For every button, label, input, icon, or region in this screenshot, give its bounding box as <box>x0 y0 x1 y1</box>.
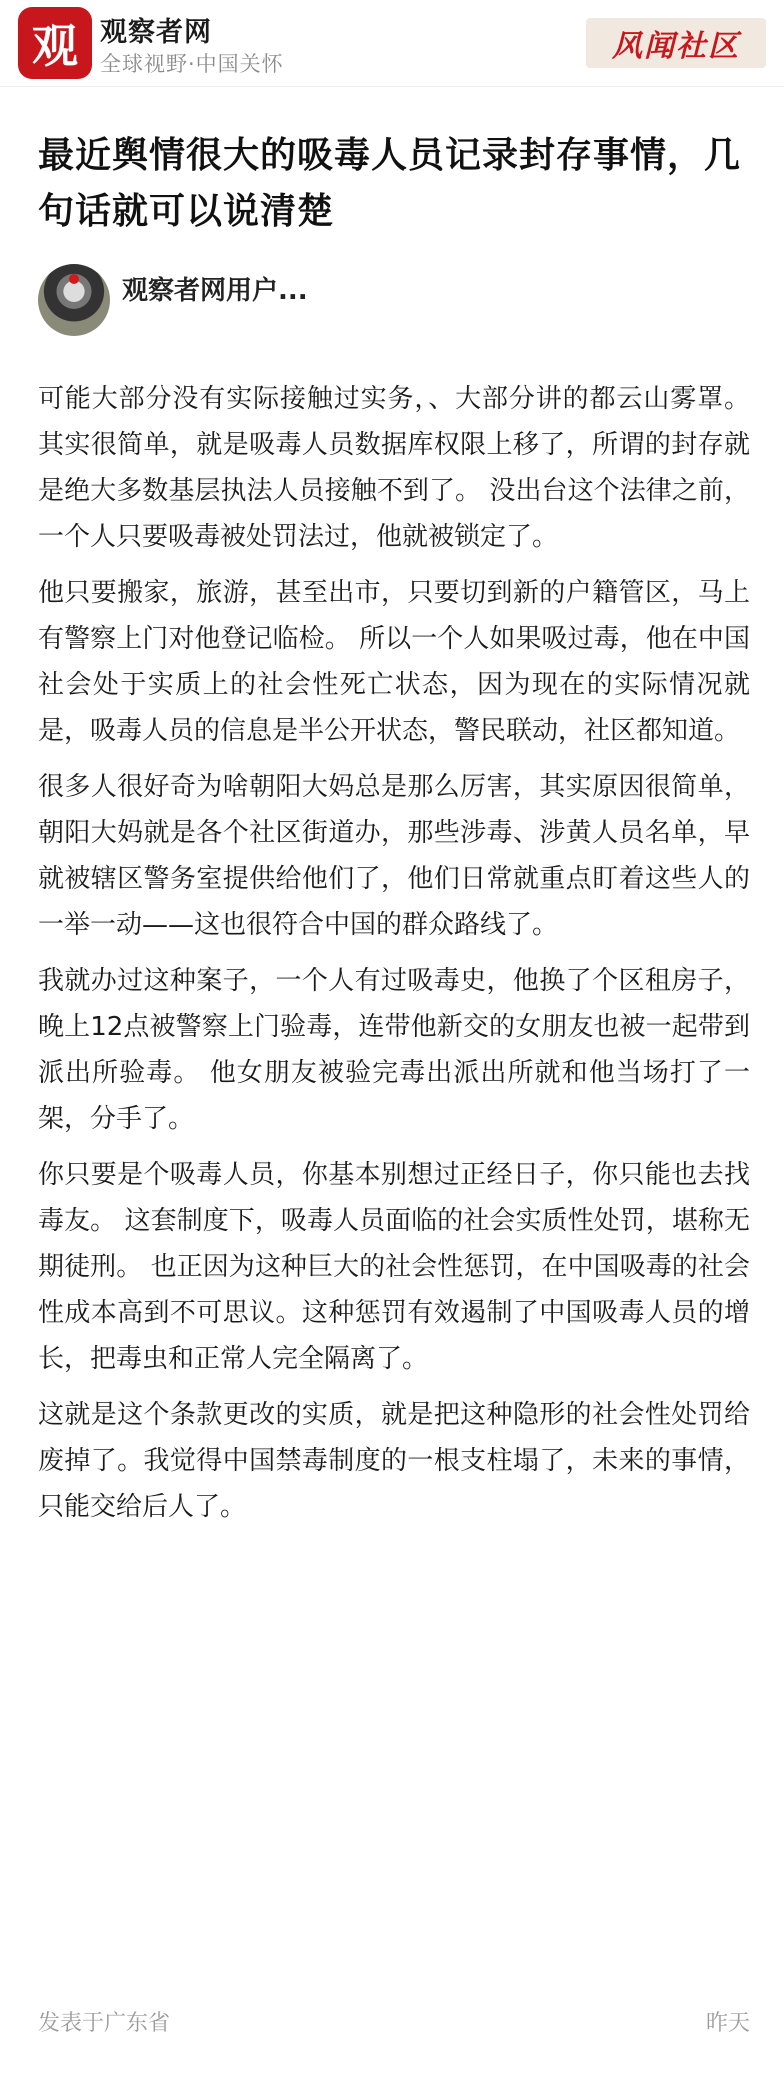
brand-name[interactable]: 观察者网 <box>100 17 212 48</box>
avatar-badge <box>69 274 79 284</box>
article-footer <box>38 2006 750 2046</box>
community-badge[interactable]: 风闻社区 <box>586 18 766 68</box>
paragraph: 我就办过这种案子，一个人有过吸毒史，他换了个区租房子，晚上12点被警察上门验毒，连带他新交的女朋友也被一起带到派出所验毒。 他女朋友被验完毒出派出所就和他当场打了一架，分手了。 <box>38 966 750 1134</box>
paragraph: 很多人很好奇为啥朝阳大妈总是那么厉害，其实原因很简单，朝阳大妈就是各个社区街道办，那些涉毒、涉黄人员名单，早就被辖区警务室提供给他们了，他们日常就重点盯着这些人的一举一动——这也很符合中国的群众路线了。 <box>38 772 750 940</box>
site-header <box>0 0 784 87</box>
publish-time: 昨天 <box>705 2011 750 2036</box>
article-title: 最近舆情很大的吸毒人员记录封存事情，几句话就可以说清楚 <box>38 135 742 232</box>
paragraph: 你只要是个吸毒人员，你基本别想过正经日子，你只能也去找毒友。 这套制度下，吸毒人员面临的社会实质性处罚，堪称无期徒刑。 也正因为这种巨大的社会性惩罚，在中国吸毒的社会性成本高到不可思议。这种惩罚有效遏制了中国吸毒人员的增长，把毒虫和正常人完全隔离了。 <box>38 1160 750 1374</box>
site-logo[interactable]: 观 <box>18 7 92 79</box>
article-body <box>38 376 750 1540</box>
author-name[interactable]: 观察者网用户... <box>122 276 308 306</box>
author-row[interactable] <box>38 262 738 338</box>
avatar[interactable] <box>38 264 110 336</box>
paragraph: 他只要搬家，旅游，甚至出市，只要切到新的户籍管区，马上有警察上门对他登记临检。 所以一个人如果吸过毒，他在中国社会处于实质上的社会性死亡状态，因为现在的实际情况就是，吸毒人员的信息是半公开状态，警民联动，社区都知道。 <box>38 578 750 746</box>
published-location: 发表于广东省 <box>38 2011 171 2036</box>
paragraph: 可能大部分没有实际接触过实务，、大部分讲的都云山雾罩。 其实很简单，就是吸毒人员数据库权限上移了，所谓的封存就是绝大多数基层执法人员接触不到了。 没出台这个法律之前，一个人只要吸毒被处罚法过，他就被锁定了。 <box>38 384 750 552</box>
paragraph: 这就是这个条款更改的实质，就是把这种隐形的社会性处罚给废掉了。我觉得中国禁毒制度的一根支柱塌了，未来的事情，只能交给后人了。 <box>38 1400 750 1522</box>
brand-slogan: 全球视野·中国关怀 <box>100 52 284 76</box>
